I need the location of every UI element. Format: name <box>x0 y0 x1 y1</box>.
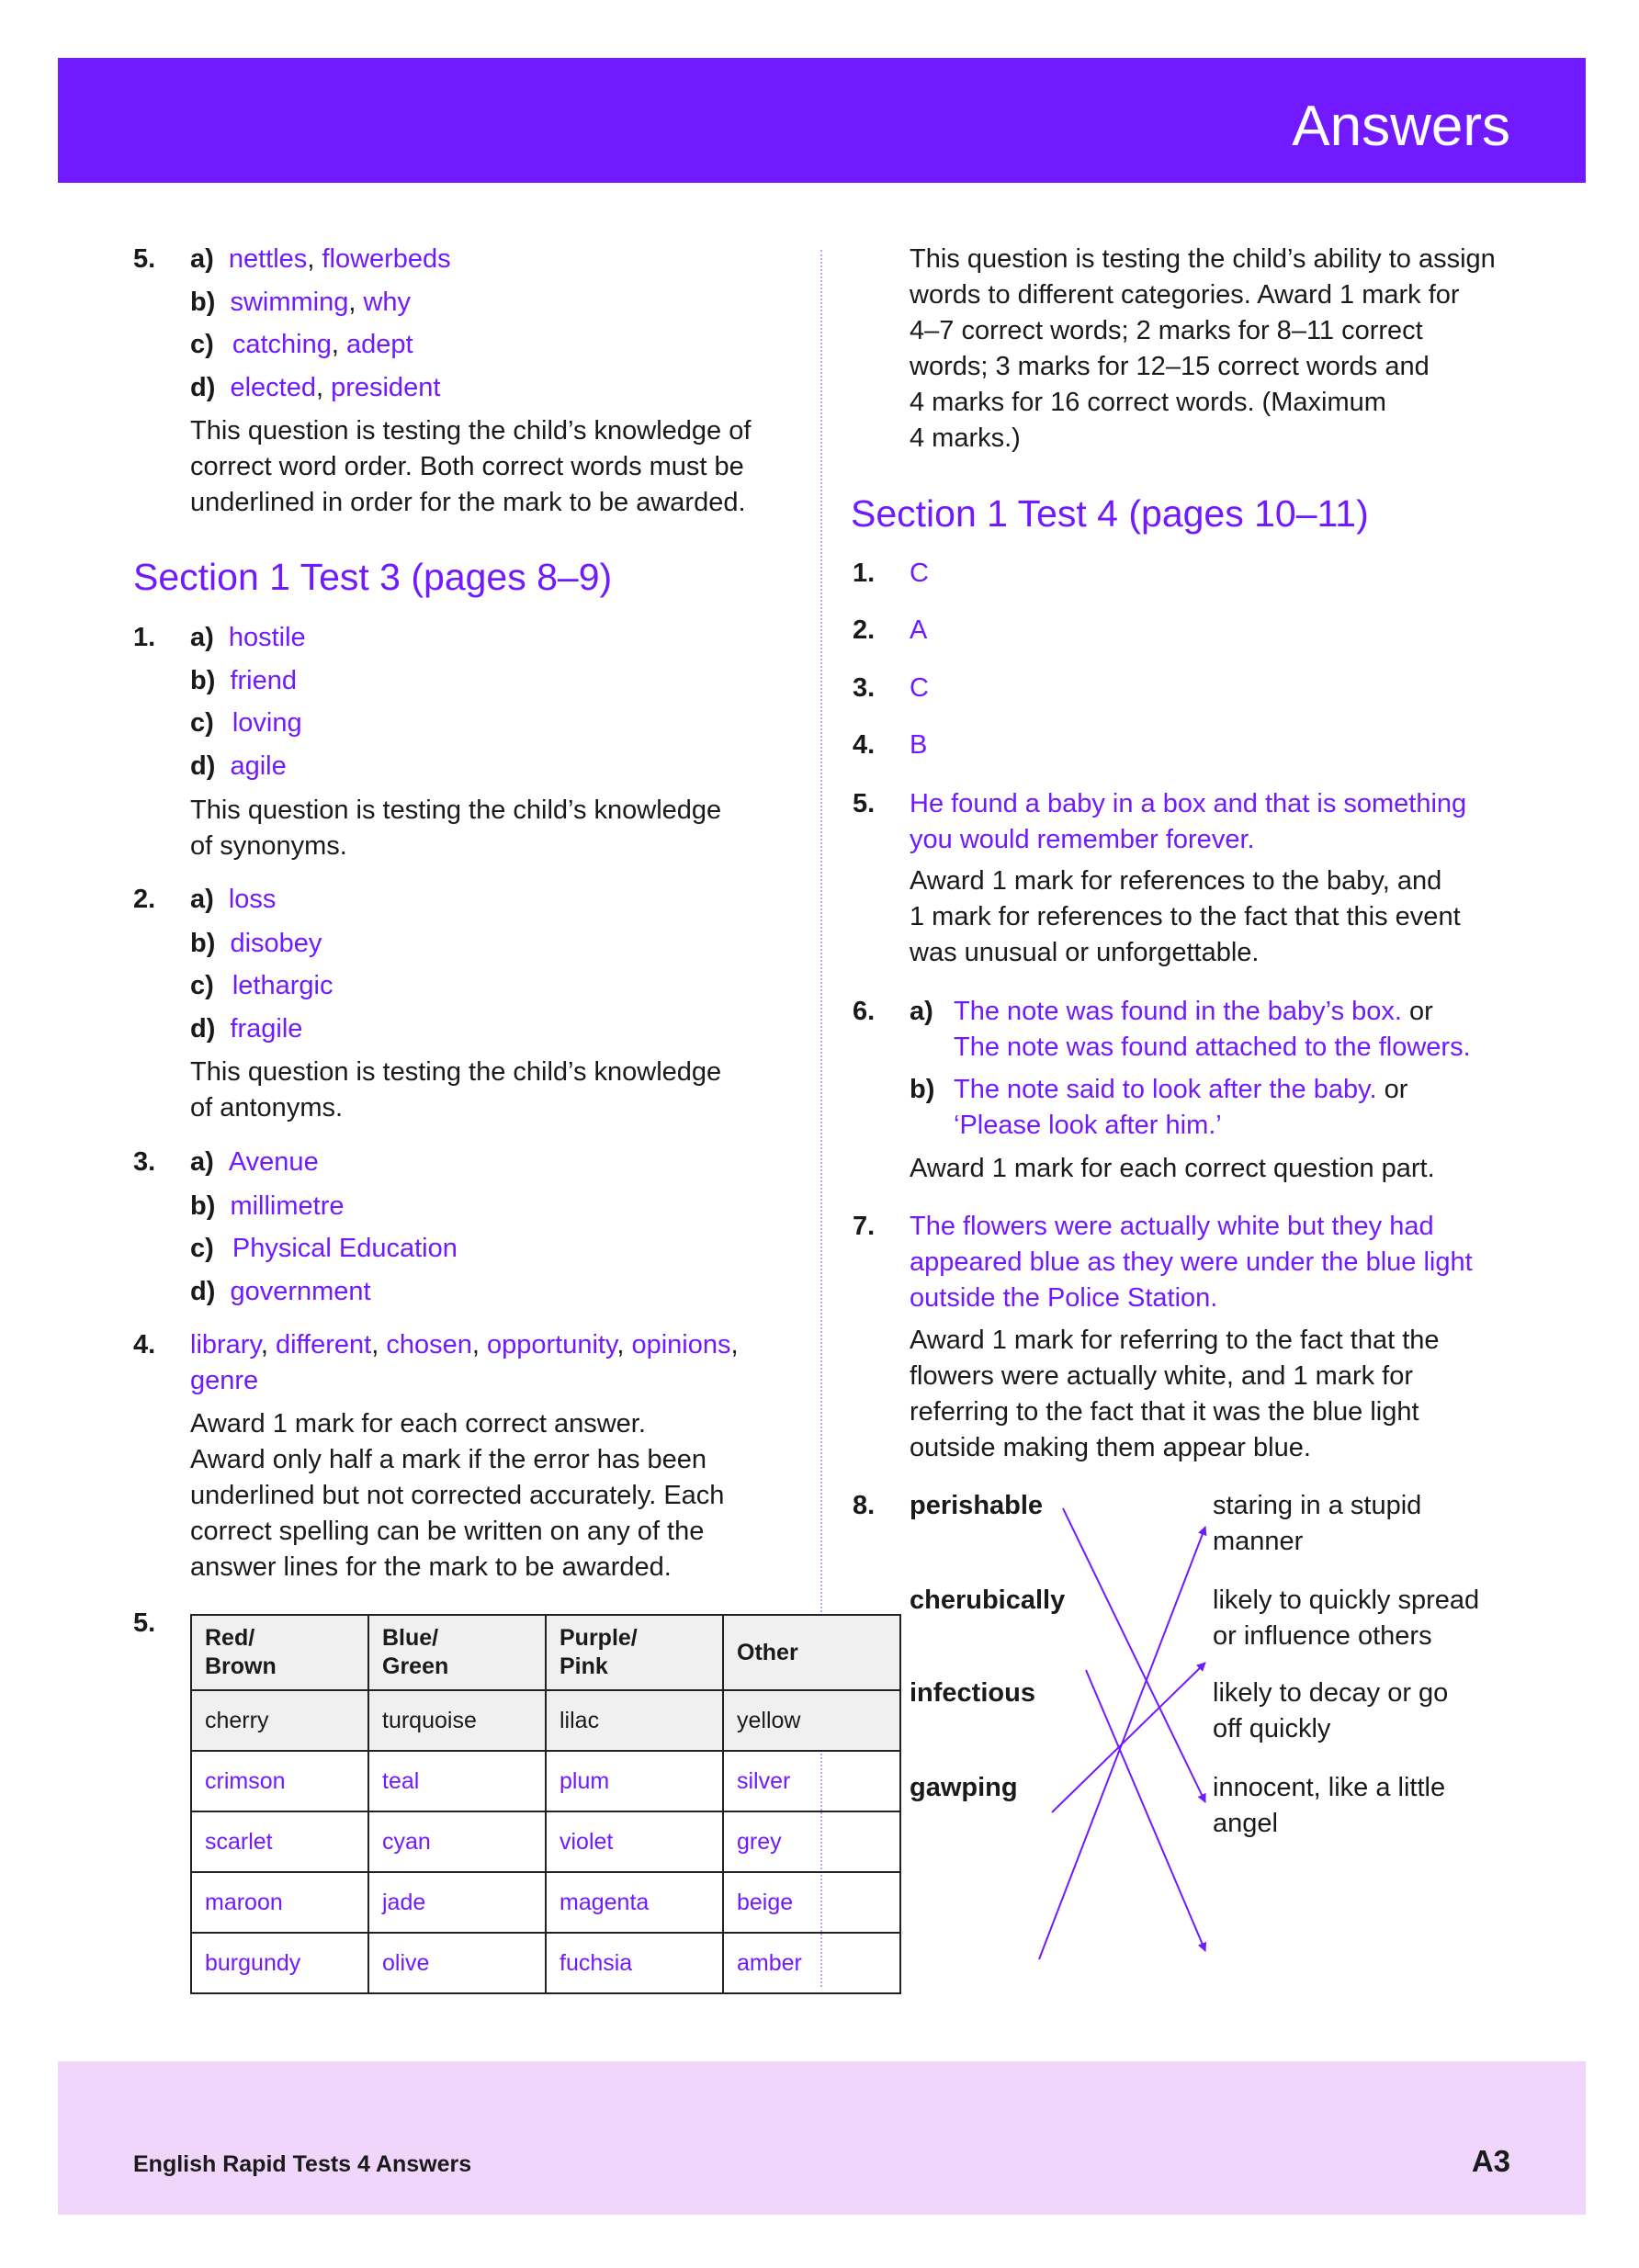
text: Award 1 mark for references to the baby, and <box>910 866 1442 896</box>
text: a) <box>190 1147 214 1177</box>
text: or influence others <box>1213 1621 1432 1651</box>
text: c) <box>190 971 214 1000</box>
text: manner <box>1213 1527 1304 1556</box>
text: The note said to look after the baby. <box>954 1075 1377 1104</box>
page-number: A3 <box>1471 2144 1510 2178</box>
text: outside making them appear blue. <box>910 1433 1311 1462</box>
question-number: 3. <box>853 673 876 703</box>
text: of synonyms. <box>190 831 347 861</box>
text: library <box>190 1330 261 1360</box>
match-word: infectious <box>910 1678 1035 1708</box>
part-label: b) <box>910 1075 935 1104</box>
match-word: perishable <box>910 1491 1044 1520</box>
text: violet <box>546 1811 723 1872</box>
text: This question is testing the child’s knowledge of <box>190 416 752 446</box>
answer: A <box>910 615 928 645</box>
answer: C <box>910 559 929 588</box>
text: opinions <box>631 1330 731 1360</box>
question-number: 5. <box>133 244 156 274</box>
answer-a-alt: The note was found attached to the flowers. <box>954 1032 1471 1062</box>
text: of antonyms. <box>190 1093 344 1123</box>
text: different <box>275 1330 372 1360</box>
text: 4 marks for 16 correct words. (Maximum <box>910 388 1386 417</box>
section-heading: Section 1 Test 4 (pages 10–11) <box>851 492 1369 535</box>
text: referring to the fact that it was the blue light <box>910 1397 1419 1427</box>
answer-a: a) nettles, flowerbeds <box>190 244 451 274</box>
answer-b-alt: ‘Please look after him.’ <box>954 1111 1222 1140</box>
section-heading: Section 1 Test 3 (pages 8–9) <box>133 556 613 598</box>
text: fuchsia <box>546 1933 723 1993</box>
text: 4–7 correct words; 2 marks for 8–11 correct <box>910 316 1423 345</box>
text: or <box>1401 997 1433 1026</box>
question-number: 5. <box>133 1608 156 1638</box>
question-number: 6. <box>853 997 876 1026</box>
text: correct spelling can be written on any of the <box>190 1517 705 1546</box>
footer-title: English Rapid Tests 4 Answers <box>133 2151 472 2177</box>
text: staring in a stupid <box>1213 1491 1422 1520</box>
text: opportunity <box>486 1330 617 1360</box>
text: chosen <box>386 1330 472 1360</box>
answer-word: elected <box>230 373 316 402</box>
answer-word: nettles <box>228 244 308 274</box>
part-label: c) <box>190 330 214 359</box>
answer-word: genre <box>190 1366 259 1395</box>
answer-word: adept <box>346 330 413 359</box>
text: beige <box>723 1872 900 1933</box>
text: loving <box>232 708 302 738</box>
text: This question is testing the child’s knowledge <box>190 795 722 825</box>
text: d) <box>190 1277 216 1306</box>
arrow-cherubically <box>1086 1670 1205 1951</box>
text: burgundy <box>191 1933 368 1993</box>
text: hostile <box>228 623 306 652</box>
text: teal <box>368 1751 546 1811</box>
text: olive <box>368 1933 546 1993</box>
text: crimson <box>191 1751 368 1811</box>
question-number: 7. <box>853 1212 876 1241</box>
text: likely to decay or go <box>1213 1678 1449 1708</box>
text: The flowers were actually white but they had <box>910 1212 1434 1241</box>
text: millimetre <box>230 1191 345 1221</box>
answer-word: catching <box>232 330 332 359</box>
text: a) <box>190 885 214 914</box>
answer-b: b) swimming, why <box>190 288 412 317</box>
text: appeared blue as they were under the blue light <box>910 1247 1473 1277</box>
question-number: 4. <box>133 1330 156 1360</box>
text: government <box>230 1277 371 1306</box>
text: Physical Education <box>232 1234 458 1263</box>
text: correct word order. Both correct words must be <box>190 452 744 481</box>
text: Purple/ Pink <box>546 1615 723 1690</box>
text: d) <box>190 751 216 781</box>
question-number: 5. <box>853 789 876 818</box>
text: answer lines for the mark to be awarded. <box>190 1552 672 1582</box>
text: or <box>1376 1075 1408 1104</box>
text: lethargic <box>232 971 333 1000</box>
answer-c: c) catching, adept <box>190 330 413 359</box>
text: 1 mark for references to the fact that this event <box>910 902 1461 931</box>
text: He found a baby in a box and that is something <box>910 789 1467 818</box>
marking-note: Award 1 mark for each correct question part. <box>910 1154 1435 1183</box>
text: agile <box>230 751 287 781</box>
text: This question is testing the child’s knowledge <box>190 1057 722 1087</box>
text: Award 1 mark for referring to the fact that the <box>910 1326 1440 1355</box>
text: turquoise <box>368 1690 546 1751</box>
text: jade <box>368 1872 546 1933</box>
text: friend <box>230 666 297 695</box>
part-label: b) <box>190 288 216 317</box>
question-number: 4. <box>853 730 876 760</box>
answer-word: swimming <box>230 288 349 317</box>
text: Blue/ Green <box>368 1615 546 1690</box>
text: off quickly <box>1213 1714 1331 1743</box>
text: plum <box>546 1751 723 1811</box>
text: Award only half a mark if the error has been <box>190 1445 707 1474</box>
text: 4 marks.) <box>910 423 1021 453</box>
question-number: 3. <box>133 1147 156 1177</box>
text: b) <box>190 929 216 958</box>
text: This question is testing the child’s ability to assign <box>910 244 1496 274</box>
text: a) <box>190 623 214 652</box>
text: d) <box>190 1014 216 1044</box>
text: loss <box>228 885 277 914</box>
text: Other <box>723 1615 900 1690</box>
text: amber <box>723 1933 900 1993</box>
question-number: 2. <box>853 615 876 645</box>
text: Red/ Brown <box>191 1615 368 1690</box>
text: b) <box>190 1191 216 1221</box>
answer: C <box>910 673 929 703</box>
text: cyan <box>368 1811 546 1872</box>
text: fragile <box>230 1014 303 1044</box>
text: c) <box>190 708 214 738</box>
answer-d: d) elected, president <box>190 373 441 402</box>
question-number: 1. <box>133 623 156 652</box>
text: maroon <box>191 1872 368 1933</box>
question-number: 1. <box>853 559 876 588</box>
text: Avenue <box>228 1147 319 1177</box>
page-title: Answers <box>1292 95 1510 158</box>
text: yellow <box>723 1690 900 1751</box>
text: grey <box>723 1811 900 1872</box>
part-label: d) <box>190 373 216 402</box>
question-number: 2. <box>133 885 156 914</box>
text: innocent, like a little <box>1213 1773 1446 1802</box>
footer-band <box>58 2061 1586 2215</box>
match-word: cherubically <box>910 1585 1066 1615</box>
text: outside the Police Station. <box>910 1283 1218 1313</box>
text: magenta <box>546 1872 723 1933</box>
text: The note was found in the baby’s box. <box>954 997 1402 1026</box>
answer-word: why <box>363 288 412 317</box>
answer-word: president <box>331 373 441 402</box>
text: cherry <box>191 1690 368 1751</box>
arrow-perishable <box>1063 1508 1205 1802</box>
part-label: a) <box>910 997 933 1026</box>
match-word: gawping <box>910 1773 1018 1802</box>
text: silver <box>723 1751 900 1811</box>
answer-word: flowerbeds <box>322 244 451 274</box>
question-number: 8. <box>853 1491 876 1520</box>
arrow-infectious <box>1052 1663 1205 1812</box>
text: was unusual or unforgettable. <box>910 938 1260 967</box>
part-label: a) <box>190 244 214 274</box>
answer: B <box>910 730 928 760</box>
text: you would remember forever. <box>910 825 1255 854</box>
text: angel <box>1213 1809 1278 1838</box>
text: underlined in order for the mark to be awarded. <box>190 488 746 517</box>
answer-words: library, different, chosen, opportunity, opinions, <box>190 1330 739 1360</box>
text: scarlet <box>191 1811 368 1872</box>
text: disobey <box>230 929 322 958</box>
text: c) <box>190 1234 214 1263</box>
text: flowers were actually white, and 1 mark for <box>910 1361 1413 1391</box>
text: likely to quickly spread <box>1213 1585 1480 1615</box>
text: Award 1 mark for each correct answer. <box>190 1409 646 1439</box>
text: lilac <box>546 1690 723 1751</box>
text: words to different categories. Award 1 mark for <box>910 280 1460 310</box>
text: b) <box>190 666 216 695</box>
text: words; 3 marks for 12–15 correct words and <box>910 352 1430 381</box>
text: underlined but not corrected accurately. Each <box>190 1481 725 1510</box>
